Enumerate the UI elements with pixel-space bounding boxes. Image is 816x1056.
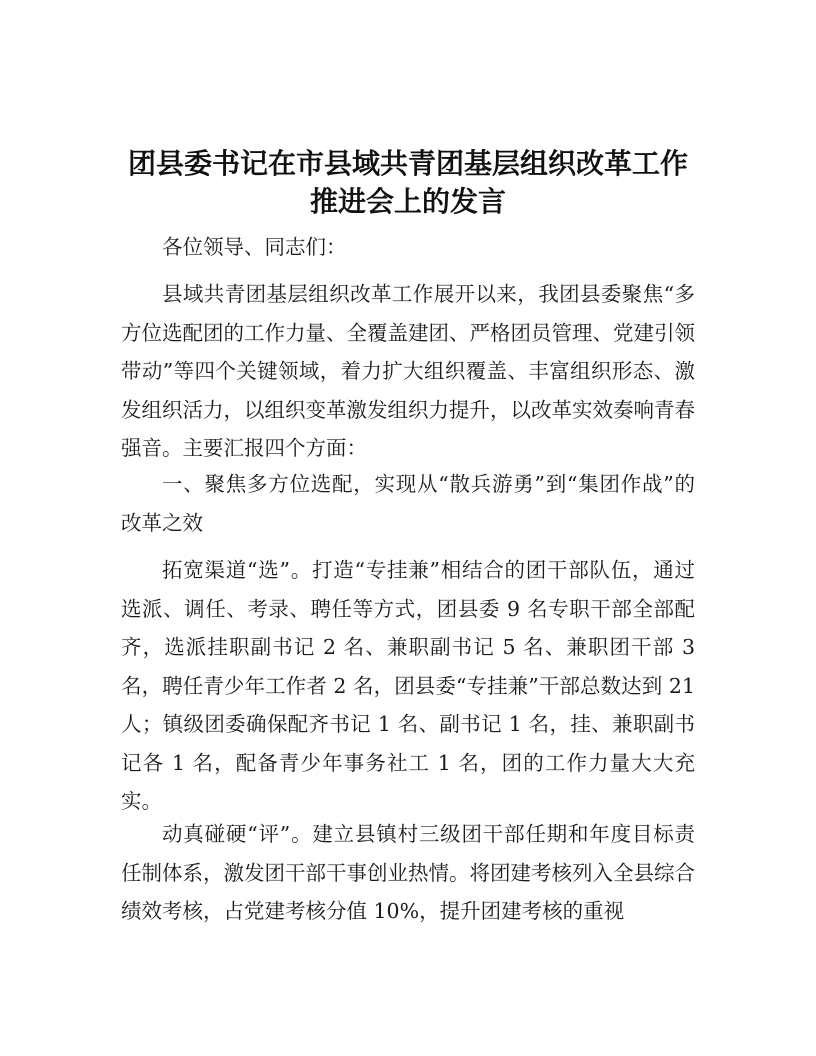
document-title-line-2: 推进会上的发言 [309, 185, 506, 218]
greeting-paragraph: 各位领导、同志们： [162, 235, 347, 259]
document-title-line-1: 团县委书记在市县域共青团基层组织改革工作 [127, 147, 688, 180]
section-1-heading: 一、聚焦多方位选配，实现从“散兵游勇”到“集团作战”的改革之效 [121, 472, 695, 535]
evaluate-paragraph: 动真碰硬“评”。建立县镇村三级团干部任期和年度目标责任制体系，激发团干部干事创业热情。将团建考核列入全县综合绩效考核，占党建考核分值 10%，提升团建考核的重视 [121, 822, 695, 923]
select-paragraph: 拓宽渠道“选”。打造“专挂兼”相结合的团干部队伍，通过选派、调任、考录、聘任等方式，团县委 9 名专职干部全部配齐，选派挂职副书记 2 名、兼职副书记 5 名、兼职团干部 3 名，聘任青少年工作者 2 名，团县委“专挂兼”干部总数达到 21 人；镇级团委确保配齐书记 1 名、副书记 1 名，挂、兼职副书记各 1 名，配备青少年事务社工 1 名，团的工作力量大大充实。 [121, 558, 695, 813]
intro-paragraph: 县域共青团基层组织改革工作展开以来，我团县委聚焦“多方位选配团的工作力量、全覆盖建团、严格团员管理、党建引领带动”等四个关键领域，着力扩大组织覆盖、丰富组织形态、激发组织活力，以组织变革激发组织力提升，以改革实效奏响青春强音。主要汇报四个方面： [121, 282, 695, 460]
